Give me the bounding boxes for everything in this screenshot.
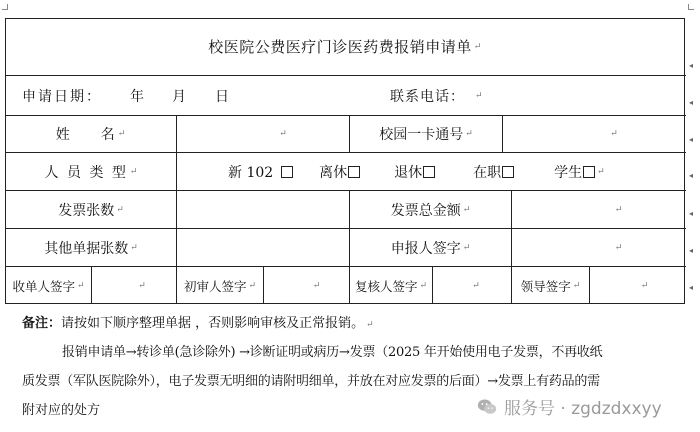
wechat-watermark xyxy=(476,394,662,419)
type-new102-label: 新 102 xyxy=(228,164,274,181)
receiver-signature-field[interactable] xyxy=(92,267,176,304)
remark-line: 备注：请按如下顺序整理单据 ，否则影响审核及正常报销。 ↵ xyxy=(22,316,374,331)
second-review-signature-field[interactable] xyxy=(433,267,511,304)
type-student-label: 学生 xyxy=(554,164,583,181)
first-review-signature-field[interactable] xyxy=(264,267,349,304)
type-student-checkbox[interactable] xyxy=(583,166,595,178)
paragraph-arrow-icon: ◂ xyxy=(689,135,694,144)
paragraph-mark: ↵ xyxy=(419,280,428,291)
paragraph-mark: ↵ xyxy=(462,242,471,253)
month-label: 月 xyxy=(172,88,186,105)
paragraph-mark: ↵ xyxy=(614,204,623,215)
type-retired-cadre-checkbox[interactable] xyxy=(348,166,360,178)
form-title: 校医院公费医疗门诊医药费报销申请单 ↵ xyxy=(208,38,482,56)
applicant-signature-field[interactable] xyxy=(512,229,685,266)
paragraph-mark: ↵ xyxy=(614,242,623,253)
invoice-total-field[interactable] xyxy=(512,191,685,228)
paragraph-arrow-icon: ◂ xyxy=(689,246,694,255)
type-employed-checkbox[interactable] xyxy=(502,166,514,178)
second-review-signature-label: 复核人签字 ↵ xyxy=(354,278,428,294)
type-retired-checkbox[interactable] xyxy=(423,166,435,178)
paragraph-mark: ↵ xyxy=(279,129,287,139)
page-corner-mark xyxy=(2,4,8,10)
apply-date-label: 申请日期： xyxy=(22,88,102,105)
watermark-text: 服务号 · zgdzdxxyy xyxy=(504,399,662,419)
paragraph-mark: ↵ xyxy=(129,166,138,177)
receiver-signature-label: 收单人签字 ↵ xyxy=(12,278,85,294)
page-corner-mark xyxy=(688,4,694,10)
person-type-label: 人 员 类 型 ↵ xyxy=(44,164,138,181)
paragraph-mark: ↵ xyxy=(117,129,127,139)
paragraph-arrow-icon: ◂ xyxy=(689,209,694,218)
order-note-line-2: 质发票（军队医院除外），电子发票无明细的请附明细单，并放在对应发票的后面）→发票上有药品的需 xyxy=(22,374,600,389)
invoice-total-label: 发票总金额 ↵ xyxy=(390,202,471,219)
paragraph-mark: ↵ xyxy=(138,280,146,291)
day-label: 日 xyxy=(215,88,229,105)
wechat-icon xyxy=(476,396,498,418)
paragraph-arrow-icon: ◂ xyxy=(689,98,694,107)
campus-card-label: 校园一卡通号 ↵ xyxy=(379,127,473,143)
leader-signature-label: 领导签字 ↵ xyxy=(520,278,581,294)
order-note-line-3: 附对应的处方 xyxy=(22,403,101,418)
paragraph-mark: ↵ xyxy=(248,280,257,291)
paragraph-arrow-icon: ◂ xyxy=(689,283,694,292)
applicant-signature-label: 申报人签字 ↵ xyxy=(390,240,471,257)
paragraph-mark: ↵ xyxy=(130,242,138,253)
invoice-count-field[interactable] xyxy=(177,191,349,228)
paragraph-mark: ↵ xyxy=(610,129,618,139)
phone-label: 联系电话： ↵ xyxy=(390,88,484,105)
year-label: 年 xyxy=(130,88,144,105)
paragraph-mark: ↵ xyxy=(116,204,124,215)
paragraph-mark: ↵ xyxy=(475,90,484,101)
paragraph-mark: ↵ xyxy=(640,280,649,291)
row-divider xyxy=(5,75,686,76)
paragraph-mark: ↵ xyxy=(597,166,605,177)
type-new102-checkbox[interactable] xyxy=(281,166,293,178)
type-retired-cadre-label: 离休 xyxy=(319,164,348,181)
remark-prefix: 备注： xyxy=(22,316,62,331)
paragraph-arrow-icon: ◂ xyxy=(689,171,694,180)
paragraph-mark: ↵ xyxy=(473,41,482,52)
other-docs-count-label: 其他单据张数 ↵ xyxy=(44,240,138,257)
paragraph-mark: ↵ xyxy=(312,280,321,291)
order-note-line-1: 报销申请单→转诊单(急诊除外) →诊断证明或病历→发票（2025 年开始使用电子发票，不再收纸 xyxy=(62,345,603,360)
column-divider xyxy=(176,152,177,190)
paragraph-arrow-icon: ◂ xyxy=(689,61,694,70)
paragraph-mark: ↵ xyxy=(366,320,374,330)
type-retired-label: 退休 xyxy=(394,164,423,181)
type-employed-label: 在职 xyxy=(473,164,502,181)
name-label: 姓 名 ↵ xyxy=(55,127,127,143)
first-review-signature-label: 初审人签字 ↵ xyxy=(183,278,257,294)
name-field[interactable] xyxy=(177,116,349,152)
other-docs-count-field[interactable] xyxy=(177,229,349,266)
paragraph-mark: ↵ xyxy=(572,280,581,291)
paragraph-mark: ↵ xyxy=(462,204,471,215)
campus-card-field[interactable] xyxy=(503,116,685,152)
leader-signature-field[interactable] xyxy=(590,267,685,304)
person-type-options xyxy=(228,153,605,190)
paragraph-mark: ↵ xyxy=(472,280,480,291)
invoice-count-label: 发票张数 ↵ xyxy=(58,202,124,219)
paragraph-mark: ↵ xyxy=(76,280,85,291)
paragraph-mark: ↵ xyxy=(465,129,473,139)
